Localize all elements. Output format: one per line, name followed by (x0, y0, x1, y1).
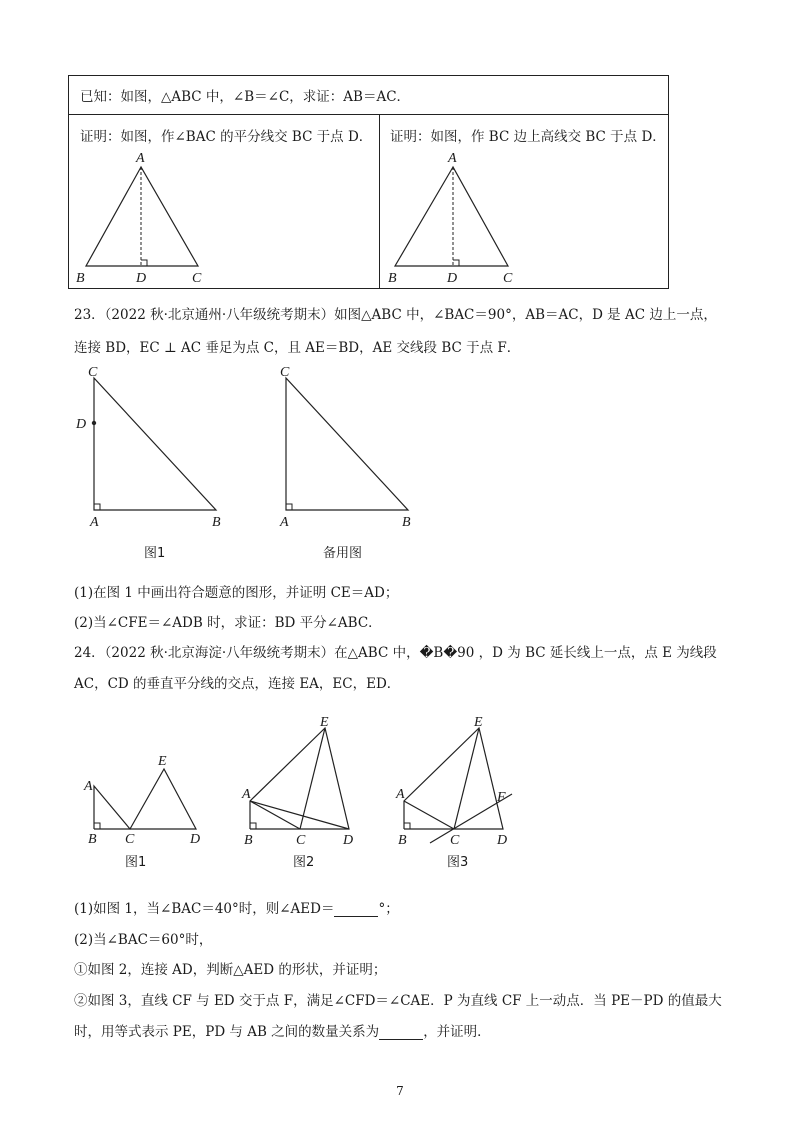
q24-text-line1: 24．（2022 秋·北京海淀·八年级统考期末）在△ABC 中，�B�90 ，D 为 BC 延长线上一点，点 E 为线段 (74, 645, 717, 661)
q23-part-2: (2)当∠CFE＝∠ADB 时，求证：BD 平分∠ABC． (74, 615, 382, 631)
q24-part-2b-text: 时，用等式表示 PE，PD 与 AB 之间的数量关系为 (74, 1024, 380, 1040)
vertex-label-a: A (280, 515, 289, 530)
q23-text-line2: 连接 BD，EC ⊥ AC 垂足为点 C，且 AE＝BD，AE 交线段 BC 于点 F． (74, 340, 521, 356)
vertex-label-a: A (448, 151, 457, 166)
q23-backup-figure (262, 362, 432, 537)
answer-blank-angle (334, 902, 378, 917)
right-proof-statement: 证明：如图，作 BC 边上高线交 BC 于点 D． (390, 129, 666, 145)
vertex-label-e: E (320, 715, 329, 730)
proof-table-divider (68, 114, 669, 115)
vertex-label-d: D (76, 417, 87, 432)
q23-text-line1: 23．（2022 秋·北京通州·八年级统考期末）如图△ABC 中，∠BAC＝90°，AB＝AC，D 是 AC 边上一点， (74, 307, 717, 323)
q24-figure-2 (236, 710, 376, 850)
vertex-label-f: F (497, 790, 506, 805)
vertex-label-c: C (280, 365, 290, 380)
vertex-label-c: C (192, 271, 202, 286)
q23-backup-figure-caption: 备用图 (323, 546, 363, 561)
answer-blank-relation (379, 1025, 423, 1040)
q24-part-1-unit: °； (378, 901, 399, 917)
q24-figure-1 (80, 750, 220, 850)
left-proof-statement: 证明：如图，作∠BAC 的平分线交 BC 于点 D． (80, 129, 373, 145)
vertex-label-e: E (158, 754, 167, 769)
vertex-label-a: A (136, 151, 145, 166)
vertex-label-c: C (450, 833, 460, 848)
vertex-label-d: D (136, 271, 147, 286)
vertex-label-b: B (244, 833, 253, 848)
bisector-triangle-figure (70, 140, 380, 290)
q24-part-2: (2)当∠BAC＝60°时， (74, 932, 213, 948)
vertex-label-b: B (402, 515, 411, 530)
given-statement: 已知：如图，△ABC 中，∠B＝∠C，求证：AB＝AC． (80, 89, 411, 105)
page-number: 7 (396, 1084, 404, 1098)
vertex-label-d: D (447, 271, 458, 286)
vertex-label-a: A (396, 787, 405, 802)
vertex-label-c: C (88, 365, 98, 380)
vertex-label-a: A (242, 787, 251, 802)
q24-text-line2: AC，CD 的垂直平分线的交点，连接 EA，EC，ED． (74, 676, 401, 692)
vertex-label-d: D (343, 833, 354, 848)
vertex-label-a: A (84, 779, 93, 794)
q24-figure-3-caption: 图3 (447, 855, 469, 870)
vertex-label-a: A (90, 515, 99, 530)
q24-part-2a: ①如图 2，连接 AD，判断△AED 的形状，并证明； (74, 962, 387, 978)
q24-figure-1-caption: 图1 (125, 855, 147, 870)
q24-part-2b-line2 (74, 1020, 491, 1040)
vertex-label-b: B (212, 515, 221, 530)
altitude-triangle-figure (380, 140, 670, 290)
q24-part-2b-tail: ，并证明． (423, 1024, 491, 1040)
vertex-label-d: D (190, 832, 201, 847)
q23-figure-1 (70, 362, 240, 537)
vertex-label-b: B (88, 832, 97, 847)
q24-figure-3 (390, 710, 530, 850)
vertex-label-c: C (503, 271, 513, 286)
q24-part-1 (74, 897, 399, 917)
vertex-label-b: B (388, 271, 397, 286)
vertex-label-c: C (296, 833, 306, 848)
q23-figure-1-caption: 图1 (144, 546, 166, 561)
q24-part-1-text: (1)如图 1，当∠BAC＝40°时，则∠AED＝ (74, 901, 335, 917)
q24-figure-2-caption: 图2 (293, 855, 315, 870)
vertex-label-d: D (497, 833, 508, 848)
vertex-label-b: B (398, 833, 407, 848)
vertex-label-e: E (474, 715, 483, 730)
vertex-label-c: C (125, 832, 135, 847)
vertex-label-b: B (76, 271, 85, 286)
q23-part-1: (1)在图 1 中画出符合题意的图形，并证明 CE＝AD； (74, 585, 399, 601)
q24-part-2b-line1: ②如图 3，直线 CF 与 ED 交于点 F，满足∠CFD＝∠CAE．P 为直线 CF 上一动点．当 PE－PD 的值最大 (74, 993, 722, 1009)
